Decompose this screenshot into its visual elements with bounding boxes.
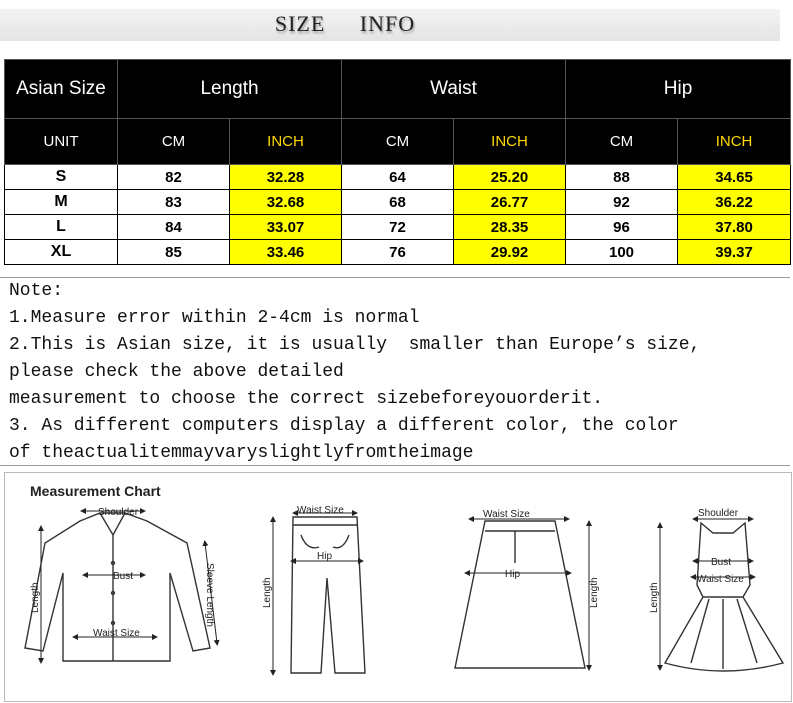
note-line: 3. As different computers display a different color, the color [9,416,679,436]
size-cell: XL [5,240,118,265]
table-header-row [5,60,791,119]
length-inch-cell: 32.28 [230,165,342,190]
size-table [4,59,791,265]
table-row [5,190,791,215]
waist-inch-cell: 25.20 [454,165,566,190]
length-cm-cell: 82 [118,165,230,190]
unit-inch: INCH [454,119,566,165]
size-cell: M [5,190,118,215]
waist-inch-cell: 26.77 [454,190,566,215]
pants-waist-label: Waist Size [297,505,344,516]
hip-cm-cell: 96 [566,215,678,240]
size-info-header [0,0,793,52]
waist-cm-cell: 68 [342,190,454,215]
dress-bust-label: Bust [711,557,732,568]
measurement-chart-title: Measurement Chart [30,483,161,499]
length-cm-cell: 83 [118,190,230,215]
header-hip: Hip [566,60,791,119]
unit-cm: CM [566,119,678,165]
skirt-waist-label: Waist Size [483,509,530,520]
table-row [5,165,791,190]
waist-cm-cell: 64 [342,165,454,190]
shirt-shoulder-label: Shoulder [98,507,139,518]
size-notes [0,277,790,466]
header-length: Length [118,60,342,119]
page-title: SIZE INFO [274,11,416,36]
dress-waist-label: Waist Size [697,574,744,585]
skirt-hip-label: Hip [505,569,521,580]
hip-inch-cell: 36.22 [678,190,791,215]
table-row [5,240,791,265]
hip-inch-cell: 34.65 [678,165,791,190]
size-cell: L [5,215,118,240]
hip-cm-cell: 88 [566,165,678,190]
unit-inch: INCH [230,119,342,165]
note-line: Note: [9,281,64,301]
waist-cm-cell: 72 [342,215,454,240]
length-inch-cell: 32.68 [230,190,342,215]
shirt-length-label: Length [30,582,41,613]
shirt-sleeve-label: Sleeve Length [204,563,215,627]
header-asian-size: Asian Size [5,60,118,119]
skirt-length-label: Length [589,577,600,608]
shirt-bust-label: Bust [113,571,134,582]
hip-inch-cell: 37.80 [678,215,791,240]
dress-dimension-lines [660,519,753,668]
unit-label: UNIT [5,119,118,165]
hip-cm-cell: 100 [566,240,678,265]
length-cm-cell: 84 [118,215,230,240]
pants-length-label: Length [262,577,273,608]
hip-cm-cell: 92 [566,190,678,215]
skirt-dimension-lines [467,519,589,668]
table-row [5,215,791,240]
hip-inch-cell: 39.37 [678,240,791,265]
shirt-waist-label: Waist Size [93,628,140,639]
table-unit-row [5,119,791,165]
note-line: please check the above detailed [9,362,344,382]
skirt-drawing [455,521,585,668]
length-inch-cell: 33.07 [230,215,342,240]
waist-cm-cell: 76 [342,240,454,265]
note-line: of theactualitemmayvaryslightlyfromtheimage [9,443,474,463]
measurement-chart [4,472,792,702]
measurement-illustrations [5,473,791,701]
waist-inch-cell: 28.35 [454,215,566,240]
unit-cm: CM [118,119,230,165]
header-waist: Waist [342,60,566,119]
size-cell: S [5,165,118,190]
length-cm-cell: 85 [118,240,230,265]
unit-inch: INCH [678,119,791,165]
waist-inch-cell: 29.92 [454,240,566,265]
length-inch-cell: 33.46 [230,240,342,265]
note-line: 1.Measure error within 2-4cm is normal [9,308,420,328]
dress-drawing [665,523,783,671]
pants-drawing [291,517,365,673]
pants-hip-label: Hip [317,551,333,562]
note-line: 2.This is Asian size, it is usually smaller than Europe’s size, [9,335,701,355]
dress-shoulder-label: Shoulder [698,508,739,519]
note-line: measurement to choose the correct sizebeforeyouorderit. [9,389,604,409]
dress-length-label: Length [649,582,660,613]
unit-cm: CM [342,119,454,165]
